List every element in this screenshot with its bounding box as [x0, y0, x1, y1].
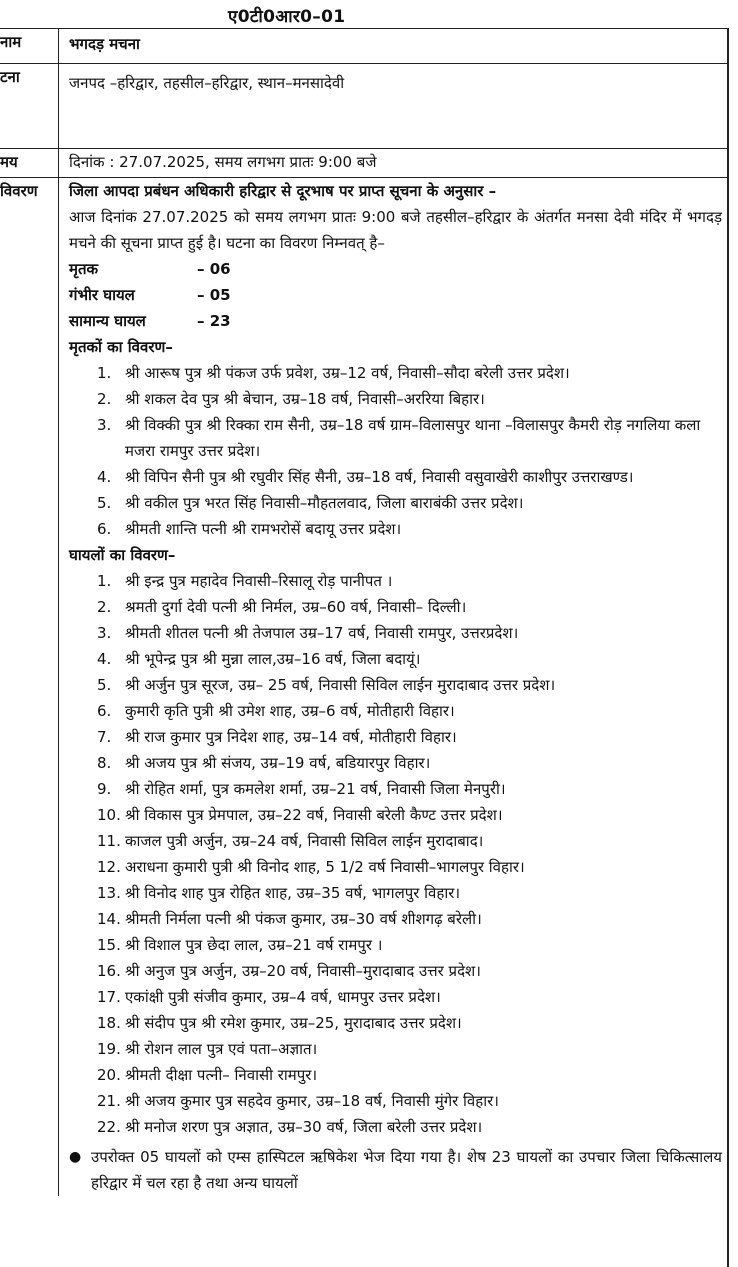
injured-item [69, 646, 722, 672]
injured-item [69, 594, 722, 620]
stat-row [69, 256, 722, 282]
item-text: श्री राज कुमार पुत्र निदेश शाह, उम्र–14 वर्ष, मोतीहारी विहार। [125, 728, 457, 746]
injured-item [69, 750, 722, 776]
item-number: 15. [97, 936, 121, 954]
item-number: 6. [97, 520, 112, 538]
item-number: 9. [97, 780, 112, 798]
item-number: 20. [97, 1066, 121, 1084]
stat-row [69, 282, 722, 308]
item-text: श्री आरूष पुत्र श्री पंकज उर्फ प्रवेश, उम्र–12 वर्ष, निवासी–सौदा बरेली उत्तर प्रदेश। [125, 364, 570, 382]
item-number: 22. [97, 1118, 121, 1136]
deceased-item [69, 490, 722, 516]
deceased-heading: मृतकों का विवरण– [69, 338, 173, 356]
item-text: श्री विकास पुत्र प्रेमपाल, उम्र–22 वर्ष, निवासी बरेली कैण्ट उत्तर प्रदेश। [125, 806, 503, 824]
item-text: श्री वकील पुत्र भरत सिंह निवासी–मौहतलवाद, जिला बाराबंकी उत्तर प्रदेश। [125, 494, 524, 512]
item-text: श्री शकल देव पुत्र श्री बेचान, उम्र–18 वर्ष, निवासी–अररिया बिहार। [125, 390, 485, 408]
deceased-item [69, 516, 722, 542]
item-number: 5. [97, 494, 112, 512]
stat-label: गंभीर घायल [69, 286, 135, 304]
injured-item [69, 672, 722, 698]
stat-value: – 06 [197, 260, 231, 278]
row-value-name: भगदड़ मचना [69, 35, 140, 53]
item-number: 1. [97, 572, 112, 590]
item-text: श्री अर्जुन पुत्र सूरज, उम्र– 25 वर्ष, निवासी सिविल लाईन मुरादाबाद उत्तर प्रदेश। [125, 676, 556, 694]
item-text: श्री संदीप पुत्र श्री रमेश कुमार, उम्र–25, मुरादाबाद उत्तर प्रदेश। [125, 1014, 462, 1032]
injured-item [69, 1010, 722, 1036]
item-text: श्री अजय पुत्र श्री संजय, उम्र–19 वर्ष, बडियारपुर विहार। [125, 754, 431, 772]
row-label-name: नाम [0, 29, 59, 63]
row-time [0, 149, 728, 178]
item-number: 21. [97, 1092, 121, 1110]
item-text: श्री विनोद शाह पुत्र रोहित शाह, उम्र–35 वर्ष, भागलपुर विहार। [125, 884, 461, 902]
item-text: श्री मनोज शरण पुत्र अज्ञात, उम्र–30 वर्ष, जिला बरेली उत्तर प्रदेश। [125, 1118, 483, 1136]
item-number: 16. [97, 962, 121, 980]
stat-value: – 23 [197, 312, 231, 330]
item-number: 4. [97, 468, 112, 486]
note-text: उपरोक्त 05 घायलों को एम्स हास्पिटल ऋषिकेश भेज दिया गया है। शेष 23 घायलों का उपचार जिला चिकित्सालय हरिद्वार में चल रहा है तथा अन्य घायलों [91, 1148, 722, 1192]
deceased-item [69, 464, 722, 490]
item-text: श्रीमती शान्ति पत्नी श्री रामभरोसें बदायू उत्तर प्रदेश। [125, 520, 402, 538]
item-text: एकांक्षी पुत्री संजीव कुमार, उम्र–4 वर्ष, धामपुर उत्तर प्रदेश। [125, 988, 441, 1006]
details-content [59, 178, 728, 1196]
injured-item [69, 854, 722, 880]
item-text: कुमारी कृति पुत्री श्री उमेश शाह, उम्र–6 वर्ष, मोतीहारी विहार। [125, 702, 455, 720]
intro-text: आज दिनांक 27.07.2025 को समय लगभग प्रातः 9:00 बजे तहसील–हरिद्वार के अंतर्गत मनसा देवी मंदिर में भगदड़ मचने की सूचना प्राप्त हुई है। घटना का विवरण निम्नवत् है– [69, 208, 722, 252]
injured-item [69, 1062, 722, 1088]
intro-heading: जिला आपदा प्रबंधन अधिकारी हरिद्वार से दूरभाष पर प्राप्त सूचना के अनुसार – [69, 182, 497, 200]
item-number: 12. [97, 858, 121, 876]
item-text: श्री रोहित शर्मा, पुत्र कमलेश शर्मा, उम्र–21 वर्ष, निवासी जिला मेनपुरी। [125, 780, 506, 798]
item-number: 13. [97, 884, 121, 902]
item-text: अराधना कुमारी पुत्री श्री विनोद शाह, 5 1/2 वर्ष निवासी–भागलपुर विहार। [125, 858, 525, 876]
injured-item [69, 1114, 722, 1140]
item-text: श्रमती दुर्गा देवी पत्नी श्री निर्मल, उम्र–60 वर्ष, निवासी– दिल्ली। [125, 598, 467, 616]
row-details [0, 178, 728, 1196]
injured-item [69, 932, 722, 958]
item-number: 3. [97, 624, 112, 642]
injured-item [69, 620, 722, 646]
injured-item [69, 776, 722, 802]
injured-item [69, 724, 722, 750]
row-name [0, 29, 728, 64]
injured-heading: घायलों का विवरण– [69, 546, 176, 564]
item-text: श्री रोशन लाल पुत्र एवं पता–अज्ञात। [125, 1040, 318, 1058]
item-text: श्री विपिन सैनी पुत्र श्री रघुवीर सिंह सैनी, उम्र–18 वर्ष, निवासी वसुवाखेरी काशीपुर उत्तराखण्ड। [125, 468, 634, 486]
deceased-item [69, 360, 722, 386]
stat-label: सामान्य घायल [69, 312, 146, 330]
item-text: श्रीमती शीतल पत्नी श्री तेजपाल उम्र–17 वर्ष, निवासी रामपुर, उत्तरप्रदेश। [125, 624, 519, 642]
row-place [0, 64, 728, 149]
item-text: श्रीमती दीक्षा पत्नी– निवासी रामपुर। [125, 1066, 318, 1084]
stat-value: – 05 [197, 286, 231, 304]
item-number: 11. [97, 832, 121, 850]
injured-item [69, 802, 722, 828]
row-label-details: विवरण [0, 178, 59, 1196]
injured-item [69, 698, 722, 724]
item-text: श्री विक्की पुत्र श्री रिक्का राम सैनी, उम्र–18 वर्ष ग्राम–विलासपुर थाना –विलासपुर कैमरी रोड़ नगलिया कला मजरा रामपुर उत्तर प्रदेश। [125, 416, 701, 460]
item-number: 6. [97, 702, 112, 720]
item-number: 3. [97, 416, 112, 434]
item-text: श्री इन्द्र पुत्र महादेव निवासी–रिसालू रोड़ पानीपत । [125, 572, 393, 590]
item-number: 1. [97, 364, 112, 382]
item-number: 2. [97, 598, 112, 616]
item-number: 17. [97, 988, 121, 1006]
item-text: श्री अनुज पुत्र अर्जुन, उम्र–20 वर्ष, निवासी–मुरादाबाद उत्तर प्रदेश। [125, 962, 481, 980]
item-text: काजल पुत्री अर्जुन, उम्र–24 वर्ष, निवासी सिविल लाईन मुरादाबाद। [125, 832, 484, 850]
item-number: 2. [97, 390, 112, 408]
row-value-time: दिनांक : 27.07.2025, समय लगभग प्रातः 9:00 बजे [69, 153, 377, 171]
row-label-place: टना [0, 64, 59, 148]
item-text: श्री विशाल पुत्र छेदा लाल, उम्र–21 वर्ष रामपुर । [125, 936, 383, 954]
item-text: श्री अजय कुमार पुत्र सहदेव कुमार, उम्र–18 वर्ष, निवासी मुंगेर विहार। [125, 1092, 499, 1110]
item-number: 7. [97, 728, 112, 746]
bullet-icon: ● [69, 1149, 82, 1165]
row-label-time: मय [0, 149, 59, 177]
incident-table [0, 28, 728, 1196]
stat-row [69, 308, 722, 334]
document-code: ए0टी0आर0–01 [228, 7, 346, 27]
note-paragraph [69, 1144, 722, 1196]
deceased-list [69, 360, 722, 542]
injured-item [69, 828, 722, 854]
item-number: 19. [97, 1040, 121, 1058]
injured-item [69, 568, 722, 594]
item-text: श्रीमती निर्मला पत्नी श्री पंकज कुमार, उम्र–30 वर्ष शीशगढ़ बरेली। [125, 910, 482, 928]
item-number: 18. [97, 1014, 121, 1032]
injured-item [69, 1088, 722, 1114]
injured-item [69, 880, 722, 906]
stat-label: मृतक [69, 260, 99, 278]
item-text: श्री भूपेन्द्र पुत्र श्री मुन्ना लाल,उम्र–16 वर्ष, जिला बदायूं। [125, 650, 421, 668]
injured-item [69, 1036, 722, 1062]
casualty-stats [69, 256, 722, 334]
item-number: 14. [97, 910, 121, 928]
deceased-item [69, 386, 722, 412]
injured-item [69, 958, 722, 984]
item-number: 5. [97, 676, 112, 694]
item-number: 10. [97, 806, 121, 824]
injured-list [69, 568, 722, 1140]
injured-item [69, 984, 722, 1010]
deceased-item [69, 412, 722, 464]
injured-item [69, 906, 722, 932]
item-number: 8. [97, 754, 112, 772]
row-value-place: जनपद –हरिद्वार, तहसील–हरिद्वार, स्थान–मनसादेवी [69, 74, 345, 92]
item-number: 4. [97, 650, 112, 668]
